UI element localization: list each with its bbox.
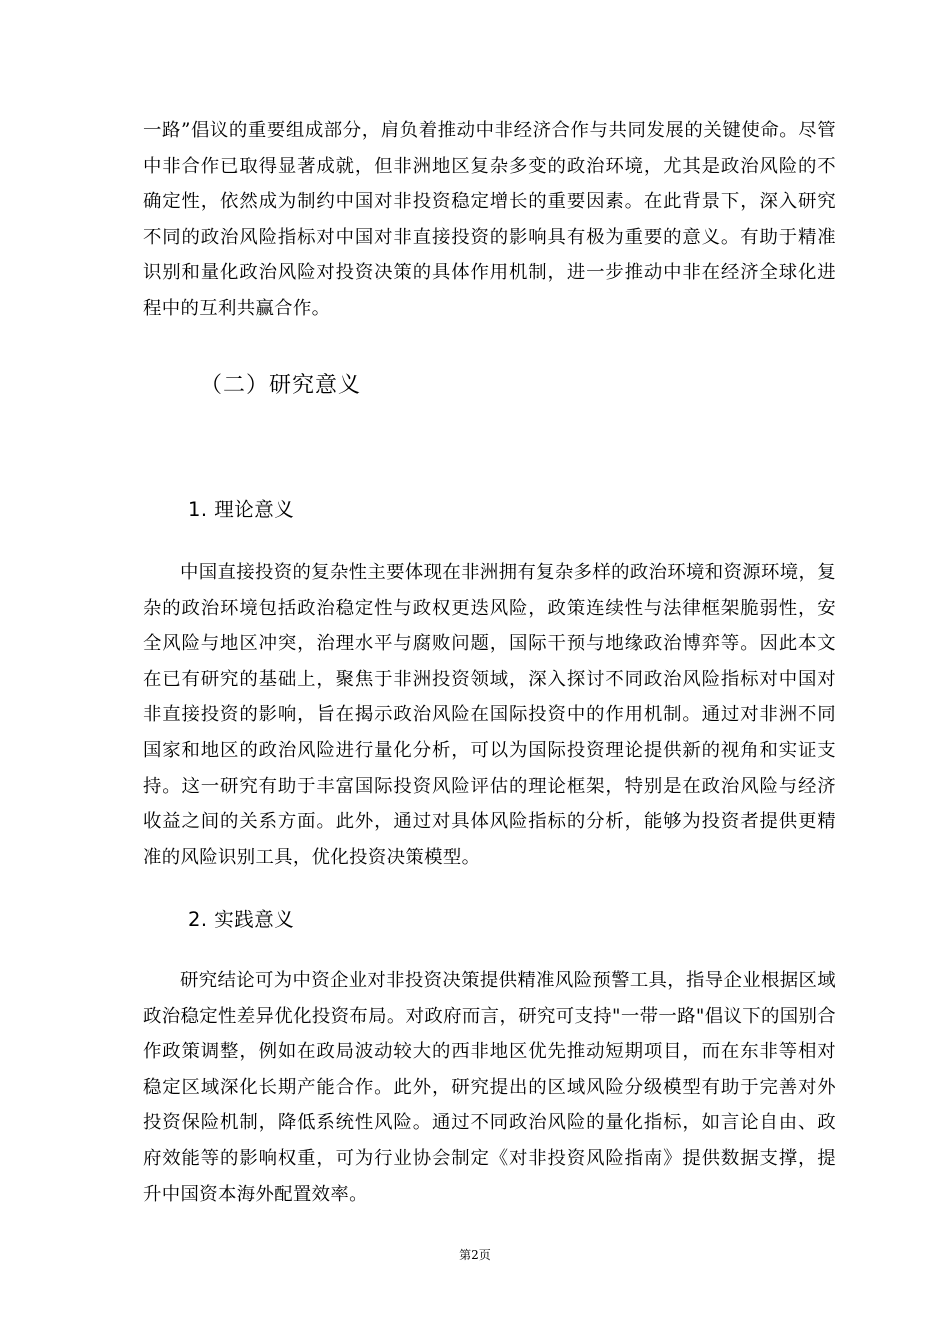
practical-significance-paragraph: 研究结论可为中资企业对非投资决策提供精准风险预警工具，指导企业根据区域政治稳定性差异优化投资布局。对政府而言，研究可支持"一带一路"倡议下的国别合作政策调整，例如在政局波动较大的西非地区优先推动短期项目，而在东非等相对稳定区域深化长期产能合作。此外，研究提出的区域风险分级模型有助于完善对外投资保险机制，降低系统性风险。通过不同政治风险的量化指标，如言论自由、政府效能等的影响权重，可为行业协会制定《对非投资风险指南》提供数据支撑，提升中国资本海外配置效率。 (143, 970, 836, 1205)
intro-continuation-paragraph: 一路”倡议的重要组成部分，肩负着推动中非经济合作与共同发展的关键使命。尽管中非合作已取得显著成就，但非洲地区复杂多变的政治环境，尤其是政治风险的不确定性，依然成为制约中国对非投资稳定增长的重要因素。在此背景下，深入研究不同的政治风险指标对中国对非直接投资的影响具有极为重要的意义。有助于精准识别和量化政治风险对投资决策的具体作用机制，进一步推动中非在经济全球化进程中的互利共赢合作。 (143, 120, 836, 319)
page-number: 第2页 (459, 1248, 491, 1262)
subheading-practical-significance: 2. 实践意义 (188, 908, 295, 931)
section-heading-research-significance: （二）研究意义 (200, 373, 362, 398)
subheading-theoretical-significance: 1. 理论意义 (188, 498, 295, 521)
theoretical-significance-paragraph: 中国直接投资的复杂性主要体现在非洲拥有复杂多样的政治环境和资源环境，复杂的政治环境包括政治稳定性与政权更迭风险，政策连续性与法律框架脆弱性，安全风险与地区冲突，治理水平与腐败问题，国际干预与地缘政治博弈等。因此本文在已有研究的基础上，聚焦于非洲投资领域，深入探讨不同政治风险指标对中国对非直接投资的影响，旨在揭示政治风险在国际投资中的作用机制。通过对非洲不同国家和地区的政治风险进行量化分析，可以为国际投资理论提供新的视角和实证支持。这一研究有助于丰富国际投资风险评估的理论框架，特别是在政治风险与经济收益之间的关系方面。此外，通过对具体风险指标的分析，能够为投资者提供更精准的风险识别工具，优化投资决策模型。 (143, 562, 836, 868)
